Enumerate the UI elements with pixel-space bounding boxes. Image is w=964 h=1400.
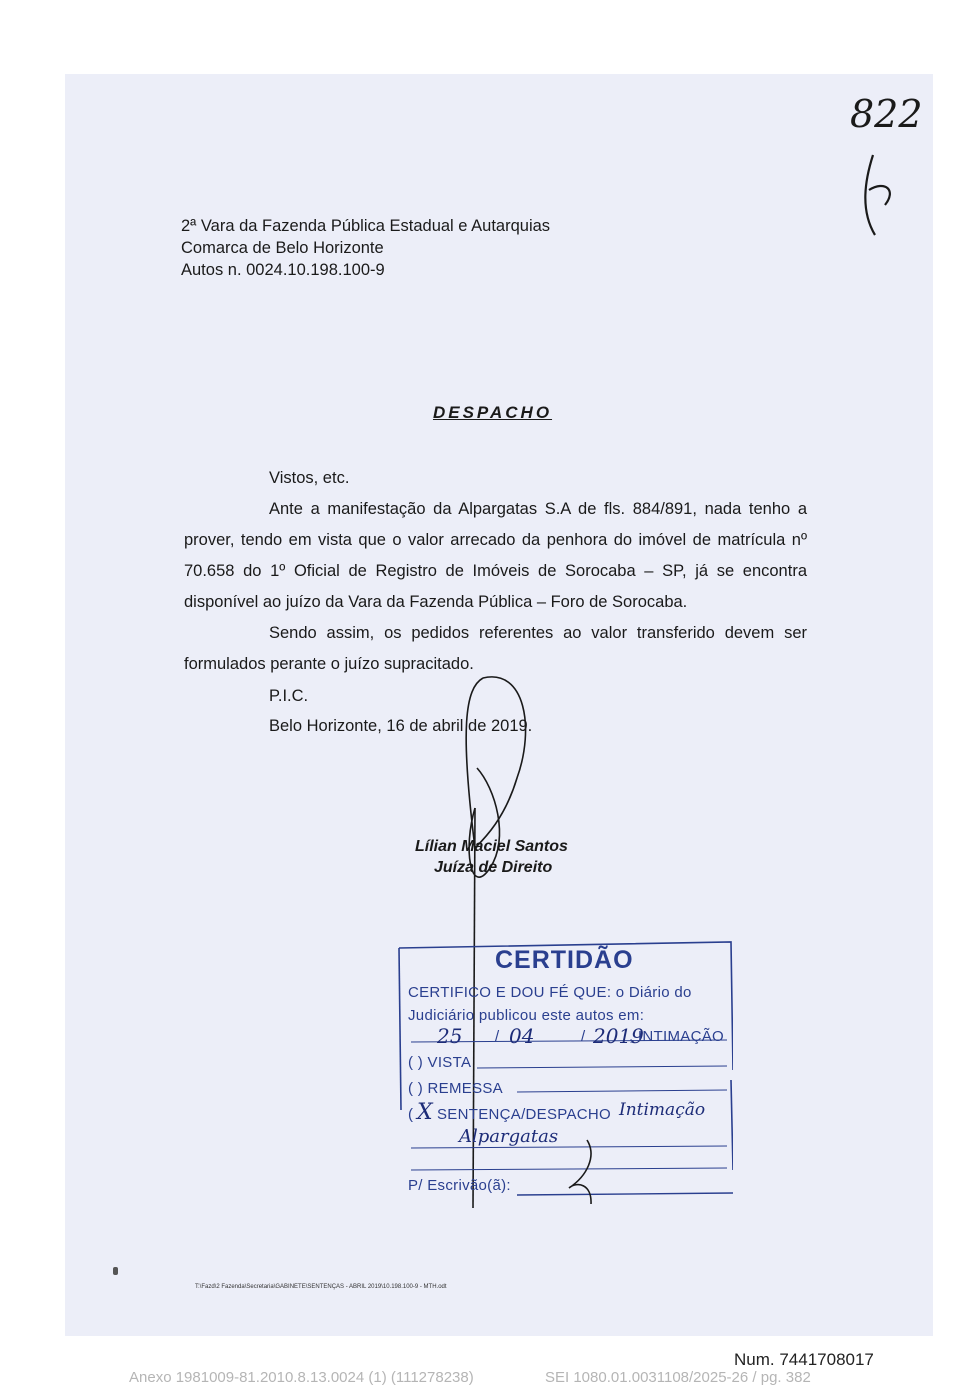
sei-reference: SEI 1080.01.0031108/2025-26 / pg. 382 [545,1369,811,1386]
folio-initial-mark [855,150,905,240]
stamp-date-year: 2019 [593,1024,644,1048]
date-place-text: Belo Horizonte, 16 de abril de 2019. [269,717,533,735]
stamp-sentenca-option: SENTENÇA/DESPACHO [437,1106,612,1123]
stamp-certify-line: CERTIFICO E DOU FÉ QUE: o Diário do [408,984,692,1001]
annex-reference: Anexo 1981009-81.2010.8.13.0024 (1) (111278238) [129,1369,474,1386]
margin-dot [113,1267,118,1275]
judge-name: Lílian Maciel Santos [415,838,568,855]
stamp-intimacao-label: , INTIMAÇÃO [629,1028,724,1045]
stamp-date-month: 04 [509,1024,535,1048]
body-paragraph-1 [184,463,807,494]
pic-text: P.I.C. [269,687,309,705]
stamp-remessa-option: ( ) REMESSA [408,1080,503,1097]
stamp-vista-option: ( ) VISTA [408,1054,472,1071]
stamp-date-day: 25 [437,1024,463,1048]
body-paragraph-2 [184,494,807,618]
stamp-paren-open: ( [408,1106,414,1123]
escrivao-signature [557,1136,607,1206]
stamp-date-sep1: / [495,1028,500,1045]
document-number: Num. 7441708017 [734,1350,874,1369]
stamp-hand-note-alpargatas: Alpargatas [459,1126,559,1147]
stamp-date-sep2: / [581,1028,586,1045]
district-name: Comarca de Belo Horizonte [181,239,384,257]
stamp-published-line: Judiciário publicou este autos em: [408,1007,645,1024]
file-path-footer: T:\Fazd\2 Fazenda\Secretaria\GABINETE\SENTENÇAS - ABRIL 2019\10.198.100-9 - MTH.odt [195,1284,447,1290]
certidao-stamp [397,940,733,1196]
stamp-hand-note-intimacao: Intimação [619,1100,706,1120]
court-name: 2ª Vara da Fazenda Pública Estadual e Autarquias [181,217,551,235]
judge-role: Juíza de Direito [434,859,553,876]
handwritten-folio-number: 822 [850,92,923,136]
case-number: Autos n. 0024.10.198.100-9 [181,261,385,279]
manifestation-text: Ante a manifestação da Alpargatas S.A de fls. 884/891, nada tenho a prover, tendo em vista que o valor arrecado da penhora do imóvel de matrícula nº 70.658 do 1º Oficial de Registro de Imóveis de Sorocaba – SP, já se encontra disponível ao juízo da Vara da Fazenda Pública – Foro de Sorocaba. [184,500,807,611]
stamp-escrivao-label: P/ Escrivão(ã): [408,1177,511,1194]
stamp-title: CERTIDÃO [495,946,634,974]
document-title: DESPACHO [432,403,553,422]
conclusion-text: Sendo assim, os pedidos referentes ao valor transferido devem ser formulados perante o juízo supracitado. [184,624,807,673]
vistos-text: Vistos, etc. [269,469,350,487]
stamp-sentenca-mark: X [417,1100,433,1125]
